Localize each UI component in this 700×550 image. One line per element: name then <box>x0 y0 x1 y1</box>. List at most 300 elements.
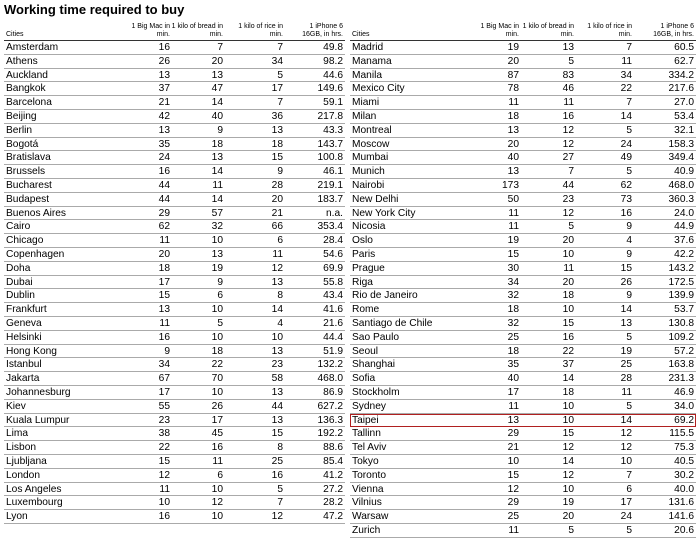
table-row <box>4 303 345 317</box>
cell-iphone: 98.2 <box>323 55 343 67</box>
cell-iphone: 100.8 <box>317 152 343 164</box>
cell-city: Nicosia <box>352 221 386 233</box>
cell-bigmac: 20 <box>507 138 519 150</box>
cell-rice: 19 <box>620 345 632 357</box>
cell-city: Brussels <box>6 166 46 178</box>
table-body <box>4 41 345 524</box>
table-row <box>350 165 696 179</box>
cell-bigmac: 11 <box>508 97 519 109</box>
cell-rice: 11 <box>621 55 632 67</box>
cell-rice: 17 <box>271 83 283 95</box>
cell-iphone: 62.7 <box>674 55 694 67</box>
table-row <box>350 124 696 138</box>
cell-iphone: 27.2 <box>323 483 343 495</box>
cell-city: Mumbai <box>352 152 389 164</box>
cell-rice: 5 <box>277 483 283 495</box>
cell-iphone: n.a. <box>326 207 343 219</box>
table-body <box>350 41 696 538</box>
cell-bread: 10 <box>562 400 574 412</box>
cell-iphone: 44.6 <box>323 69 343 81</box>
cell-rice: 62 <box>620 179 632 191</box>
cell-rice: 7 <box>626 97 632 109</box>
table-row <box>4 41 345 55</box>
cell-city: Nairobi <box>352 179 385 191</box>
cell-bread: 10 <box>211 331 223 343</box>
header-rice: 1 kilo of rice in min. <box>238 23 283 38</box>
cell-rice: 15 <box>271 428 283 440</box>
cell-bigmac: 42 <box>158 110 170 122</box>
cell-bread: 19 <box>211 262 223 274</box>
cell-bigmac: 15 <box>507 248 519 260</box>
table-row <box>350 400 696 414</box>
table-row <box>4 400 345 414</box>
cell-bigmac: 19 <box>507 42 519 53</box>
cell-city: Sao Paulo <box>352 331 400 343</box>
cell-iphone: 158.3 <box>668 138 694 150</box>
cell-city: Riga <box>352 276 373 288</box>
cell-rice: 12 <box>271 511 283 523</box>
cell-bigmac: 11 <box>159 235 170 247</box>
cell-city: Istanbul <box>6 359 42 371</box>
cell-iphone: 55.8 <box>323 276 343 288</box>
cell-rice: 24 <box>620 511 632 523</box>
cell-rice: 5 <box>277 69 283 81</box>
cell-city: Frankfurt <box>6 304 47 316</box>
cell-city: Hong Kong <box>6 345 57 357</box>
cell-iphone: 88.6 <box>323 442 343 454</box>
cell-bigmac: 17 <box>158 386 170 398</box>
cell-rice: 10 <box>271 331 283 343</box>
cell-bread: 12 <box>562 138 574 150</box>
cell-city: Auckland <box>6 69 48 81</box>
cell-bigmac: 11 <box>508 207 519 219</box>
table-row <box>4 372 345 386</box>
cell-rice: 9 <box>626 221 632 233</box>
table-row <box>4 193 345 207</box>
cell-rice: 28 <box>271 179 283 191</box>
cell-iphone: 46.9 <box>674 386 694 398</box>
cell-bread: 70 <box>211 373 223 385</box>
table-row <box>350 483 696 497</box>
cell-city: Los Angeles <box>6 483 62 495</box>
cell-city: Ljubljana <box>6 455 47 467</box>
table-row <box>4 483 345 497</box>
cell-iphone: 40.9 <box>674 166 694 178</box>
cell-bigmac: 15 <box>507 469 519 481</box>
cell-iphone: 47.2 <box>323 511 343 523</box>
cell-iphone: 85.4 <box>323 455 343 467</box>
cell-bread: 46 <box>562 83 574 95</box>
cell-bread: 10 <box>562 304 574 316</box>
cell-iphone: 172.5 <box>668 276 694 288</box>
cell-iphone: 143.2 <box>668 262 694 274</box>
cell-bread: 13 <box>211 152 223 164</box>
cell-bread: 57 <box>211 207 223 219</box>
cell-rice: 16 <box>620 207 632 219</box>
cell-bread: 14 <box>211 97 223 109</box>
cell-city: Helsinki <box>6 331 42 343</box>
cell-bread: 10 <box>562 483 574 495</box>
table-row <box>350 138 696 152</box>
cell-rice: 66 <box>271 221 283 233</box>
cell-iphone: 37.6 <box>674 235 694 247</box>
cell-city: Rome <box>352 304 380 316</box>
cell-bread: 19 <box>562 497 574 509</box>
cell-bigmac: 26 <box>158 55 170 67</box>
table-row <box>350 96 696 110</box>
cell-bread: 12 <box>211 497 223 509</box>
cell-iphone: 143.7 <box>317 138 343 150</box>
table-row <box>4 207 345 221</box>
cell-bread: 83 <box>562 69 574 81</box>
cell-bigmac: 16 <box>158 166 170 178</box>
cell-rice: 12 <box>620 442 632 454</box>
table-row <box>350 289 696 303</box>
cell-bigmac: 21 <box>158 97 170 109</box>
table-row <box>350 441 696 455</box>
cell-bigmac: 10 <box>507 455 519 467</box>
table-row <box>350 331 696 345</box>
cell-bigmac: 67 <box>158 373 170 385</box>
cell-bread: 6 <box>217 290 223 302</box>
cell-rice: 8 <box>277 290 283 302</box>
cell-rice: 21 <box>271 207 283 219</box>
cell-bigmac: 20 <box>158 248 170 260</box>
cell-bread: 11 <box>212 179 223 191</box>
table-row <box>4 138 345 152</box>
cell-bread: 10 <box>211 386 223 398</box>
table-row <box>350 262 696 276</box>
cell-bread: 15 <box>562 428 574 440</box>
cell-bread: 5 <box>568 55 574 67</box>
cell-rice: 58 <box>271 373 283 385</box>
table-row <box>4 345 345 359</box>
cell-bread: 23 <box>562 193 574 205</box>
cell-rice: 15 <box>620 262 632 274</box>
table-row <box>350 193 696 207</box>
cell-city: Luxembourg <box>6 497 63 509</box>
cell-bread: 14 <box>211 193 223 205</box>
cell-city: Taipei <box>352 414 379 426</box>
table-row <box>4 455 345 469</box>
cell-city: Bucharest <box>6 179 52 191</box>
cell-city: Prague <box>352 262 385 274</box>
cell-rice: 5 <box>626 524 632 536</box>
cell-bigmac: 17 <box>507 386 519 398</box>
cell-rice: 5 <box>626 166 632 178</box>
cell-bread: 5 <box>217 317 223 329</box>
cell-bread: 13 <box>562 42 574 53</box>
cell-bigmac: 37 <box>158 83 170 95</box>
cell-bread: 13 <box>211 69 223 81</box>
cell-bigmac: 15 <box>158 455 170 467</box>
table-row <box>350 524 696 538</box>
cell-bread: 7 <box>217 42 223 53</box>
cell-bread: 26 <box>211 400 223 412</box>
cell-bread: 40 <box>211 110 223 122</box>
cell-city: Amsterdam <box>6 42 59 53</box>
cell-bread: 7 <box>568 166 574 178</box>
cell-city: Montreal <box>352 124 392 136</box>
header-iphone: 1 iPhone 6 16GB, in hrs. <box>302 23 343 38</box>
cell-bread: 44 <box>562 179 574 191</box>
cell-rice: 25 <box>620 359 632 371</box>
cell-bread: 16 <box>562 110 574 122</box>
cell-rice: 10 <box>620 455 632 467</box>
cell-city: Johannesburg <box>6 386 71 398</box>
cell-rice: 12 <box>620 428 632 440</box>
cell-city: Munich <box>352 166 385 178</box>
cell-iphone: 40.5 <box>674 455 694 467</box>
cell-bigmac: 11 <box>508 524 519 536</box>
cell-bigmac: 15 <box>158 290 170 302</box>
table-row <box>350 345 696 359</box>
cell-rice: 24 <box>620 138 632 150</box>
cell-bread: 10 <box>562 414 574 426</box>
cell-rice: 8 <box>277 442 283 454</box>
cell-rice: 14 <box>620 414 632 426</box>
cell-city: Tokyo <box>352 455 379 467</box>
header-rice: 1 kilo of rice in min. <box>587 23 632 38</box>
cell-iphone: 353.4 <box>317 221 343 233</box>
cell-rice: 7 <box>277 97 283 109</box>
cell-rice: 15 <box>271 152 283 164</box>
cell-rice: 5 <box>626 400 632 412</box>
cell-city: Bratislava <box>6 152 51 164</box>
table-row <box>350 469 696 483</box>
cell-bread: 10 <box>211 304 223 316</box>
cell-bread: 27 <box>562 152 574 164</box>
cell-bigmac: 30 <box>507 262 519 274</box>
cell-bigmac: 38 <box>158 428 170 440</box>
cell-iphone: 34.0 <box>674 400 694 412</box>
cell-city: Chicago <box>6 235 44 247</box>
cell-iphone: 44.4 <box>323 331 343 343</box>
cell-city: Manila <box>352 69 383 81</box>
cell-city: Tallinn <box>352 428 381 440</box>
cell-bread: 12 <box>562 469 574 481</box>
cell-rice: 9 <box>626 290 632 302</box>
cell-city: Mexico City <box>352 83 405 95</box>
cell-rice: 12 <box>271 262 283 274</box>
cell-iphone: 42.2 <box>674 248 694 260</box>
cell-bread: 16 <box>562 331 574 343</box>
cell-city: Sydney <box>352 400 386 412</box>
cell-bread: 20 <box>562 511 574 523</box>
cell-bigmac: 13 <box>507 166 519 178</box>
cell-rice: 5 <box>626 124 632 136</box>
cell-iphone: 183.7 <box>317 193 343 205</box>
cell-iphone: 141.6 <box>668 511 694 523</box>
cell-rice: 13 <box>271 345 283 357</box>
cell-iphone: 30.2 <box>674 469 694 481</box>
cell-bread: 14 <box>562 373 574 385</box>
cell-bigmac: 35 <box>158 138 170 150</box>
header-bread: 1 kilo of bread in min. <box>171 23 223 38</box>
cell-iphone: 51.9 <box>323 345 343 357</box>
cell-bigmac: 11 <box>159 317 170 329</box>
cell-iphone: 75.3 <box>674 442 694 454</box>
table-row <box>4 179 345 193</box>
cell-city: Zurich <box>352 524 381 536</box>
cell-city: Bogotá <box>6 138 39 150</box>
cell-city: Seoul <box>352 345 379 357</box>
cell-bigmac: 32 <box>507 290 519 302</box>
cell-rice: 6 <box>277 235 283 247</box>
cell-bread: 5 <box>568 524 574 536</box>
cell-bigmac: 11 <box>508 400 519 412</box>
cell-bread: 10 <box>211 235 223 247</box>
cell-city: Kiev <box>6 400 26 412</box>
table-row <box>4 110 345 124</box>
table-row <box>350 220 696 234</box>
cell-iphone: 53.4 <box>674 110 694 122</box>
cell-city: Buenos Aires <box>6 207 67 219</box>
cell-city: Jakarta <box>6 373 40 385</box>
cell-rice: 13 <box>271 414 283 426</box>
cell-rice: 44 <box>271 400 283 412</box>
cell-bread: 37 <box>562 359 574 371</box>
cell-iphone: 217.8 <box>317 110 343 122</box>
cell-rice: 5 <box>626 331 632 343</box>
cell-iphone: 44.9 <box>674 221 694 233</box>
cell-bigmac: 16 <box>158 331 170 343</box>
cell-bread: 15 <box>562 317 574 329</box>
cell-iphone: 231.3 <box>668 373 694 385</box>
cell-iphone: 69.9 <box>323 262 343 274</box>
cell-rice: 4 <box>277 317 283 329</box>
cell-iphone: 86.9 <box>323 386 343 398</box>
table-row <box>4 317 345 331</box>
cell-iphone: 468.0 <box>317 373 343 385</box>
cell-city: Rio de Janeiro <box>352 290 418 302</box>
cell-rice: 26 <box>620 276 632 288</box>
cell-bread: 13 <box>211 248 223 260</box>
table-row <box>4 165 345 179</box>
cell-city: Miami <box>352 97 380 109</box>
table-row <box>350 179 696 193</box>
cell-rice: 9 <box>277 166 283 178</box>
cell-bigmac: 173 <box>502 179 519 191</box>
cell-rice: 6 <box>626 483 632 495</box>
cell-iphone: 49.8 <box>323 42 343 53</box>
cell-bread: 22 <box>211 359 223 371</box>
cell-rice: 7 <box>277 497 283 509</box>
cell-rice: 28 <box>620 373 632 385</box>
cell-bigmac: 44 <box>158 193 170 205</box>
cell-city: Vienna <box>352 483 384 495</box>
cell-city: Moscow <box>352 138 390 150</box>
table-row <box>4 276 345 290</box>
table-row <box>4 414 345 428</box>
cell-bigmac: 50 <box>507 193 519 205</box>
cell-bigmac: 32 <box>507 317 519 329</box>
table-row <box>350 234 696 248</box>
cell-bigmac: 29 <box>507 428 519 440</box>
cell-iphone: 21.6 <box>323 317 343 329</box>
cell-bread: 20 <box>562 235 574 247</box>
table-row <box>4 220 345 234</box>
cell-bread: 18 <box>211 138 223 150</box>
cell-bigmac: 13 <box>507 414 519 426</box>
cell-bread: 16 <box>211 442 223 454</box>
cell-city: Stockholm <box>352 386 400 398</box>
table-row <box>4 151 345 165</box>
cell-iphone: 43.3 <box>323 124 343 136</box>
cell-iphone: 131.6 <box>668 497 694 509</box>
cell-rice: 22 <box>620 83 632 95</box>
cell-iphone: 163.8 <box>668 359 694 371</box>
cell-bigmac: 12 <box>158 469 170 481</box>
cell-city: Vilnius <box>352 497 382 509</box>
cell-city: Bangkok <box>6 83 46 95</box>
table-row <box>4 510 345 524</box>
page-title: Working time required to buy <box>4 2 185 17</box>
table-row <box>350 248 696 262</box>
cell-rice: 7 <box>626 42 632 53</box>
cell-bigmac: 35 <box>507 359 519 371</box>
cell-bread: 12 <box>562 124 574 136</box>
cell-iphone: 24.0 <box>674 207 694 219</box>
cell-bigmac: 9 <box>164 345 170 357</box>
cell-rice: 25 <box>271 455 283 467</box>
cell-bigmac: 78 <box>507 83 519 95</box>
table-row <box>4 82 345 96</box>
cell-city: Milan <box>352 110 377 122</box>
table-row <box>350 110 696 124</box>
table-row <box>4 96 345 110</box>
header-bigmac: 1 Big Mac in min. <box>480 23 519 38</box>
cell-city: Tel Aviv <box>352 442 387 454</box>
header-bread: 1 kilo of bread in min. <box>522 23 574 38</box>
cell-bread: 17 <box>211 414 223 426</box>
cell-iphone: 28.2 <box>323 497 343 509</box>
table-row <box>350 317 696 331</box>
cell-city: New Delhi <box>352 193 399 205</box>
cell-bigmac: 18 <box>507 110 519 122</box>
cell-city: Cairo <box>6 221 31 233</box>
table-row <box>4 358 345 372</box>
table-row <box>4 262 345 276</box>
table-row <box>4 427 345 441</box>
cell-rice: 11 <box>272 248 283 260</box>
cell-iphone: 627.2 <box>317 400 343 412</box>
cell-iphone: 53.7 <box>674 304 694 316</box>
cell-bread: 18 <box>562 290 574 302</box>
cell-bigmac: 55 <box>158 400 170 412</box>
cell-bigmac: 62 <box>158 221 170 233</box>
cell-bread: 18 <box>562 386 574 398</box>
cell-bread: 32 <box>211 221 223 233</box>
table-row <box>4 441 345 455</box>
cell-rice: 73 <box>620 193 632 205</box>
cell-iphone: 132.2 <box>317 359 343 371</box>
cell-bread: 11 <box>563 262 574 274</box>
cell-iphone: 41.2 <box>323 469 343 481</box>
cell-bread: 47 <box>211 83 223 95</box>
table-row <box>350 496 696 510</box>
cell-bigmac: 44 <box>158 179 170 191</box>
cell-bigmac: 16 <box>158 511 170 523</box>
cell-bigmac: 34 <box>158 359 170 371</box>
cell-bigmac: 20 <box>507 55 519 67</box>
cell-city: Lisbon <box>6 442 37 454</box>
cell-iphone: 40.0 <box>674 483 694 495</box>
table-row <box>4 248 345 262</box>
cell-bread: 10 <box>211 483 223 495</box>
cell-iphone: 192.2 <box>317 428 343 440</box>
table-row <box>350 386 696 400</box>
